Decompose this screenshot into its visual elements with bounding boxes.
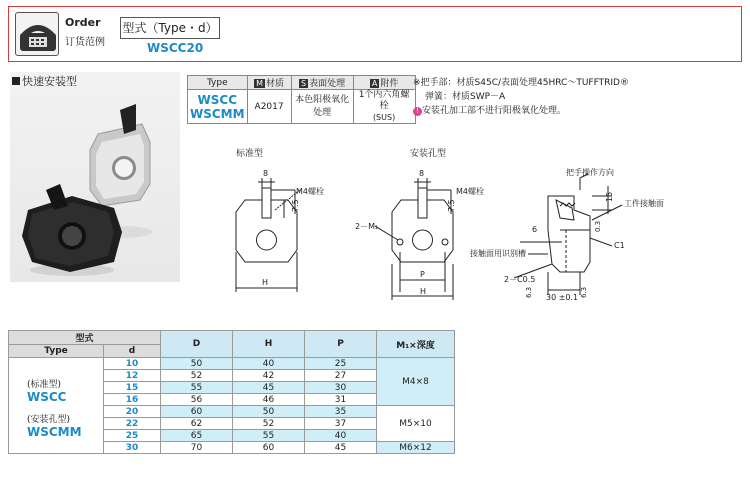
dimension-table — [8, 330, 455, 454]
dim-H-mnt: H — [420, 287, 427, 296]
cell-D: 70 — [161, 442, 233, 454]
cell-P: 30 — [305, 382, 377, 394]
dim-30: 30 ±0.1 — [546, 293, 579, 302]
header-d: d — [104, 345, 161, 358]
cell-d: 20 — [104, 406, 161, 418]
cell-m1-group1: M4×8 — [377, 358, 455, 406]
cell-P: 40 — [305, 430, 377, 442]
cell-m1-group3: M6×12 — [377, 442, 455, 454]
contact-id-label: 接触面用识别槽 — [470, 249, 526, 258]
dim-8-std: 8 — [263, 169, 269, 178]
spec-header-surface: S 表面处理 — [291, 76, 353, 90]
dim-63-left: 6.3 — [525, 286, 533, 298]
cell-H: 52 — [233, 418, 305, 430]
header-group-type: 型式 — [9, 331, 161, 345]
m4-label-mnt: M4螺栓 — [456, 187, 484, 196]
cell-P: 31 — [305, 394, 377, 406]
spec-material: A2017 — [247, 90, 291, 124]
cell-d: 22 — [104, 418, 161, 430]
type-cell: (标准型) WSCC (安装孔型) WSCMM — [9, 358, 104, 454]
cell-P: 25 — [305, 358, 377, 370]
m1-label: 2－M₁ — [355, 222, 379, 231]
cell-D: 60 — [161, 406, 233, 418]
cell-H: 50 — [233, 406, 305, 418]
cell-d: 30 — [104, 442, 161, 454]
type-label-box: 型式（Type・d） — [120, 17, 220, 39]
contact-face-label: 工件接触面 — [624, 199, 664, 208]
cell-H: 60 — [233, 442, 305, 454]
standard-drawing — [236, 178, 300, 292]
cell-D: 56 — [161, 394, 233, 406]
cell-D: 62 — [161, 418, 233, 430]
dim-75-std: 7.5 — [291, 199, 300, 212]
spec-surface: 本色阳极氧化处理 — [291, 90, 353, 124]
dim-03: 0.3 — [594, 220, 602, 232]
dim-8-mnt: 8 — [419, 169, 425, 178]
cell-H: 46 — [233, 394, 305, 406]
cell-d: 16 — [104, 394, 161, 406]
order-sublabel: 订货范例 — [65, 37, 105, 48]
note-anodize: ! 安装孔加工部不进行阳极氧化处理。 — [413, 103, 566, 116]
cell-P: 27 — [305, 370, 377, 382]
cell-H: 42 — [233, 370, 305, 382]
cell-P: 35 — [305, 406, 377, 418]
order-label: Order — [65, 16, 101, 29]
note-spring: 弹簧：材质SWP－A — [425, 92, 506, 102]
cell-P: 45 — [305, 442, 377, 454]
note-handle: ※把手部：材质S45C/表面处理45HRC～TUFFTRID® — [413, 78, 629, 88]
dim-75-mnt: 7.5 — [447, 199, 456, 212]
c1-label: C1 — [614, 241, 625, 250]
spec-header-material: M 材质 — [247, 76, 291, 90]
m4-label-std: M4螺栓 — [296, 187, 324, 196]
header-P: P — [305, 331, 377, 358]
handle-direction-label: 把手操作方向 — [566, 168, 614, 177]
drawing-standard-title: 标准型 — [236, 149, 264, 159]
cell-D: 50 — [161, 358, 233, 370]
cell-d: 15 — [104, 382, 161, 394]
drawing-mount-title: 安装孔型 — [410, 149, 447, 159]
spec-accessory: 1个内六角螺栓 (SUS) — [353, 90, 415, 124]
header-H: H — [233, 331, 305, 358]
spec-header-accessory: A 附件 — [353, 76, 415, 90]
cell-d: 10 — [104, 358, 161, 370]
cell-d: 12 — [104, 370, 161, 382]
dim-H-std: H — [262, 278, 269, 287]
header-type: Type — [9, 345, 104, 358]
header-D: D — [161, 331, 233, 358]
product-title: 快速安装型 — [12, 73, 77, 89]
spec-header-type: Type — [188, 76, 248, 90]
dim-15: 15 — [605, 191, 614, 202]
cell-P: 37 — [305, 418, 377, 430]
dim-P: P — [420, 270, 425, 279]
cell-D: 52 — [161, 370, 233, 382]
cell-D: 55 — [161, 382, 233, 394]
spec-types: WSCC WSCMM — [188, 90, 248, 124]
dim-6: 6 — [532, 225, 538, 234]
cell-d: 25 — [104, 430, 161, 442]
cell-H: 40 — [233, 358, 305, 370]
cell-D: 65 — [161, 430, 233, 442]
order-code: WSCC20 — [147, 41, 204, 55]
mount-drawing — [375, 178, 453, 300]
warning-icon: ! — [413, 107, 422, 116]
dim-63-right: 6.3 — [580, 286, 588, 298]
cell-H: 45 — [233, 382, 305, 394]
cell-m1-group2: M5×10 — [377, 406, 455, 442]
header-M1: M₁×深度 — [377, 331, 455, 358]
c05-label: 2－C0.5 — [504, 275, 536, 284]
cell-H: 55 — [233, 430, 305, 442]
